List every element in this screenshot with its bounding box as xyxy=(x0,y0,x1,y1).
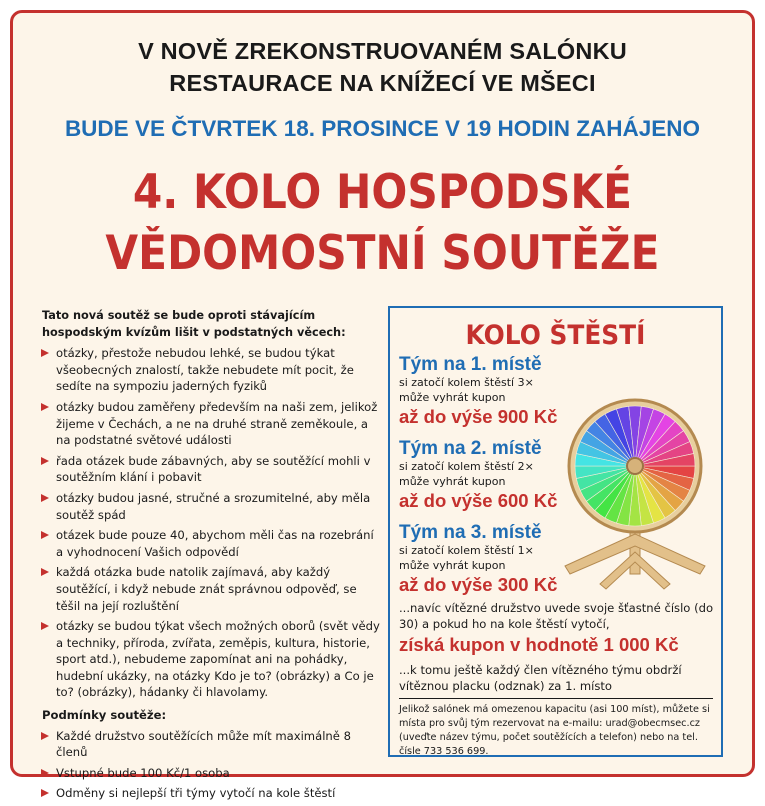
list-item xyxy=(42,785,380,802)
list-item xyxy=(42,490,380,523)
list-item-text: Odměny si nejlepší tři týmy vytočí na kole štěstí xyxy=(56,786,336,801)
list-item-text: řada otázek bude zábavných, aby se soutěžící mohli v soutěžním klání i pobavit xyxy=(56,453,371,485)
tier-heading: Tým na 2. místě xyxy=(399,438,542,459)
bullet-triangle-icon xyxy=(41,531,49,539)
tier-desc: může vyhrát kupon xyxy=(399,474,506,488)
list-item-text: Každé družstvo soutěžících může mít maximálně 8 členů xyxy=(56,728,351,760)
wheel-of-fortune-box xyxy=(388,306,723,757)
list-item xyxy=(42,527,380,560)
bullet-triangle-icon xyxy=(41,403,49,411)
list-item-text: otázky budou jasné, stručné a srozumitelné, aby měla soutěž spád xyxy=(56,490,371,522)
list-item-text: otázky budou zaměřeny především na naši zem, jelikož žijeme v Čechách, a ne na druhé straně zeměkoule, a na podstatné světové události xyxy=(56,399,378,448)
tier-desc: si zatočí kolem štěstí 1× xyxy=(399,544,534,557)
conditions-list xyxy=(42,728,380,802)
extra-text-2: ...k tomu ještě každý člen vítězného týmu obdrží vítěznou placku (odznak) za 1. místo xyxy=(399,663,682,693)
reservation-note: Jelikož salónek má omezenou kapacitu (asi 100 míst), můžete si místa pro svůj tým rezervovat na e-mailu: urad@obecmsec.cz (uveďte název týmu, počet soutěžících a telefon) nebo na tel. čísle 733 536 699. xyxy=(399,704,710,757)
title-line-1: 4. KOLO HOSPODSKÉ xyxy=(132,165,633,220)
intro-text: Tato nová soutěž se bude oproti stávajícím hospodským kvízům lišit v podstatných věcech: xyxy=(42,309,346,339)
bullet-triangle-icon xyxy=(41,457,49,465)
bullet-triangle-icon xyxy=(41,622,49,630)
wheel-box-title: KOLO ŠTĚSTÍ xyxy=(465,320,646,351)
tier-third-place xyxy=(399,522,569,597)
tier-desc: si zatočí kolem štěstí 3× xyxy=(399,376,534,389)
tier-prize: až do výše 600 Kč xyxy=(399,490,558,511)
tier-prize: až do výše 300 Kč xyxy=(399,574,558,595)
divider xyxy=(399,698,713,699)
tier-heading: Tým na 3. místě xyxy=(399,522,542,543)
bullet-triangle-icon xyxy=(41,349,49,357)
bullet-triangle-icon xyxy=(41,789,49,797)
list-item xyxy=(42,728,380,761)
list-item-text: Vstupné bude 100 Kč/1 osoba xyxy=(56,765,230,780)
conditions-title: Podmínky soutěže: xyxy=(42,708,167,723)
list-item xyxy=(42,453,380,486)
date-line: BUDE VE ČTVRTEK 18. PROSINCE V 19 HODIN ZAHÁJENO xyxy=(64,116,701,141)
list-item-text: otázky, přestože nebudou lehké, se budou týkat všeobecných znalostí, takže nebudete mít pocit, že sedíte na sympoziu jaderných fyziků xyxy=(56,346,354,394)
list-item-text: každá otázka bude natolik zajímavá, aby každý soutěžící, i když nebude znát správnou odpověď, se těšil na její rozluštění xyxy=(56,565,357,613)
tier-second-place xyxy=(399,438,569,513)
bullet-triangle-icon xyxy=(41,494,49,502)
tier-desc: může vyhrát kupon xyxy=(399,558,506,572)
extra-text-1: ...navíc vítězné družstvo uvede svoje šťastné číslo (do 30) a pokud ho na kole štěstí vytočí, xyxy=(399,601,714,631)
tier-first-place xyxy=(399,354,569,429)
tier-heading: Tým na 1. místě xyxy=(399,354,542,375)
wheel-of-fortune-icon xyxy=(560,384,710,594)
title-line-2: VĚDOMOSTNÍ SOUTĚŽE xyxy=(105,226,660,281)
list-item-text: otázky se budou týkat všech možných oborů (svět vědy a techniky, příroda, zvířata, zeměpis, kultura, historie, sport atd.), nebudeme zapomínat ani na pohádky, hudební ukázky, na otázky Kdo je to? (obrázky) a Co je to? (obrázky), hádanky či hlavolamy. xyxy=(56,619,380,700)
bullet-triangle-icon xyxy=(41,769,49,777)
tier-desc: si zatočí kolem štěstí 2× xyxy=(399,460,534,473)
rules-column xyxy=(42,308,380,806)
tier-prize: až do výše 900 Kč xyxy=(399,406,558,427)
list-item xyxy=(42,765,380,782)
header-line-2: RESTAURACE NA KNÍŽECÍ VE MŠECI xyxy=(169,70,596,96)
bullet-triangle-icon xyxy=(41,568,49,576)
bullet-triangle-icon xyxy=(41,732,49,740)
list-item xyxy=(42,564,380,614)
list-item-text: otázek bude pouze 40, abychom měli čas na rozebrání a vyhodnocení Vašich odpovědí xyxy=(56,528,374,559)
list-item xyxy=(42,399,380,449)
list-item xyxy=(42,345,380,395)
tier-desc: může vyhrát kupon xyxy=(399,390,506,404)
header-line-1: V NOVĚ ZREKONSTRUOVANÉM SALÓNKU xyxy=(138,38,627,64)
rules-list xyxy=(42,345,380,701)
coupon-text: získá kupon v hodnotě 1 000 Kč xyxy=(399,634,679,655)
list-item xyxy=(42,618,380,701)
